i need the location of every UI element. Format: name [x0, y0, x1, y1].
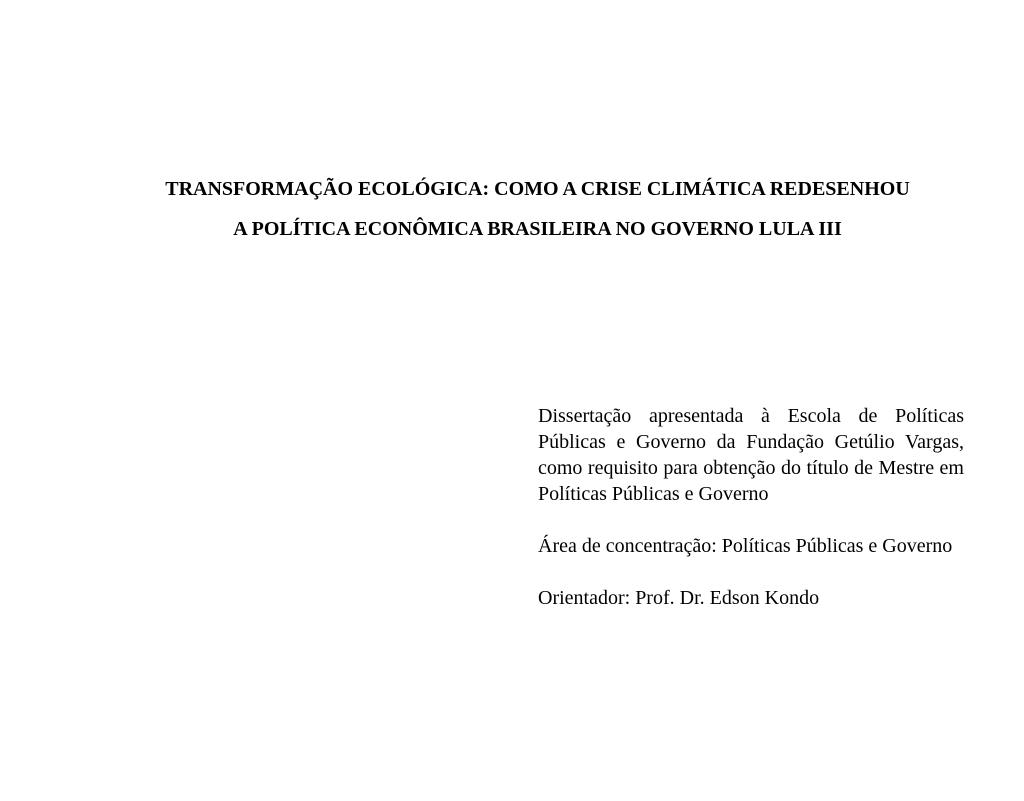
title-line-2: A POLÍTICA ECONÔMICA BRASILEIRA NO GOVERNO LULA III: [233, 218, 842, 240]
advisor: Orientador: Prof. Dr. Edson Kondo: [538, 587, 820, 609]
dissertation-title: [0, 169, 1024, 249]
concentration-area: Área de concentração: Políticas Públicas e Governo: [538, 535, 953, 557]
dissertation-description: Dissertação apresentada à Escola de Políticas Públicas e Governo da Fundação Getúlio Vargas, como requisito para obtenção do título de Mestre em Políticas Públicas e Governo: [538, 405, 964, 505]
title-line-1: TRANSFORMAÇÃO ECOLÓGICA: COMO A CRISE CLIMÁTICA REDESENHOU: [165, 178, 910, 200]
dissertation-info: [538, 403, 964, 611]
